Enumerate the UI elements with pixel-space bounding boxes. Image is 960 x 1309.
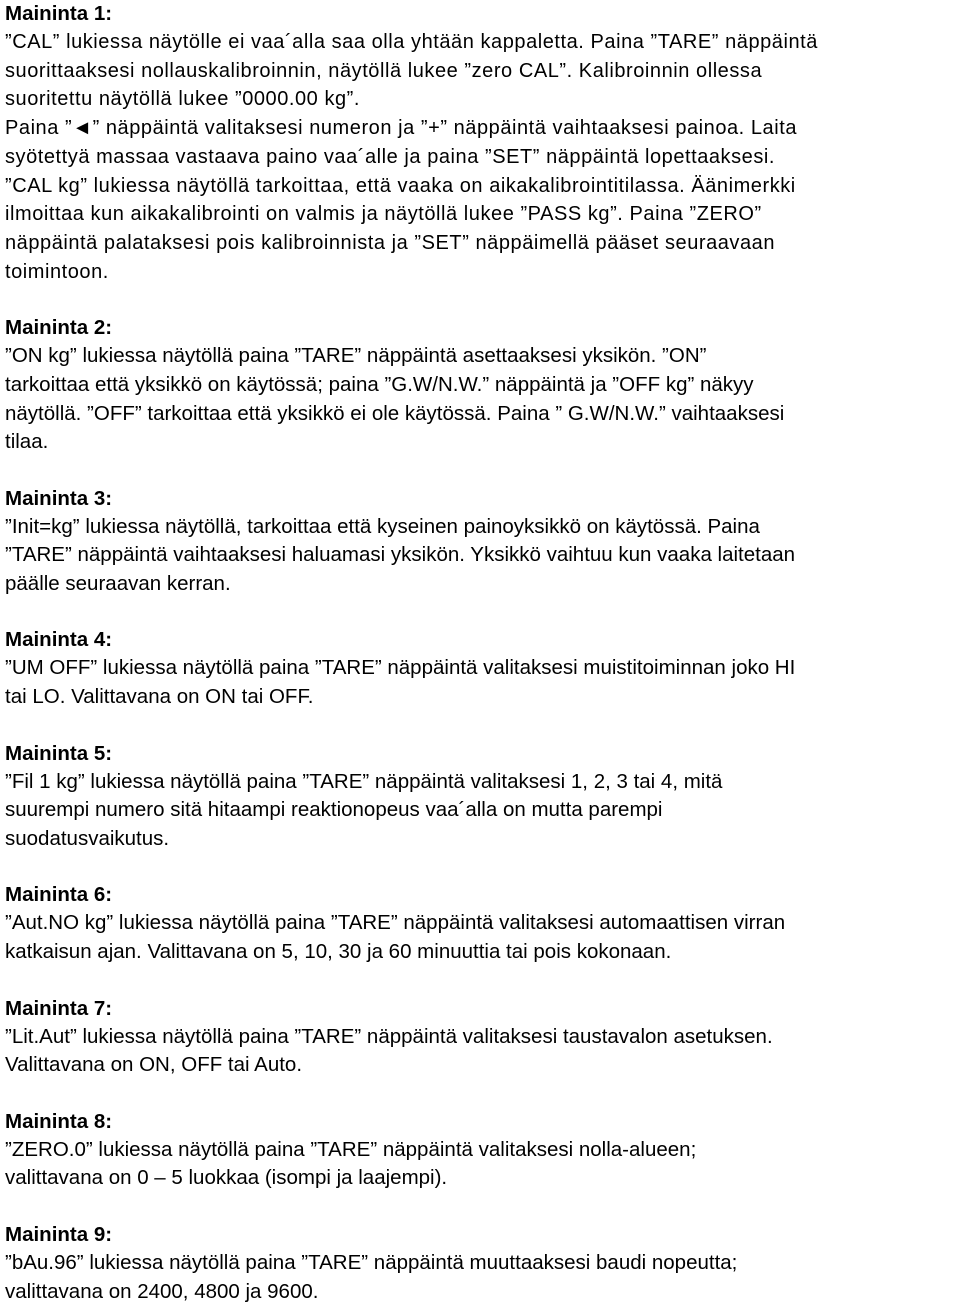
note-4 <box>5 626 960 711</box>
note-text-line: suurempi numero sitä hitaampi reaktionopeus vaa´alla on mutta parempi <box>5 798 663 822</box>
note-heading: Maininta 8: <box>5 1109 113 1133</box>
note-text-line: katkaisun ajan. Valittavana on 5, 10, 30 ja 60 minuuttia tai pois kokonaan. <box>5 940 672 964</box>
note-5 <box>5 740 960 854</box>
note-text-line: Paina ”◄” näppäintä valitaksesi numeron ja ”+” näppäintä vaihtaaksesi painoa. Laita <box>5 117 798 140</box>
note-heading: Maininta 3: <box>5 486 113 510</box>
note-2 <box>5 314 960 456</box>
note-heading: Maininta 2: <box>5 316 113 340</box>
note-text-line: päälle seuraavan kerran. <box>5 571 231 595</box>
note-text-line: ilmoittaa kun aikakalibrointi on valmis ja näytöllä lukee ”PASS kg”. Paina ”ZERO” <box>5 203 762 226</box>
note-text-line: ”Aut.NO kg” lukiessa näytöllä paina ”TARE” näppäintä valitaksesi automaattisen virran <box>5 911 786 935</box>
note-text-line: tarkoittaa että yksikkö on käytössä; paina ”G.W/N.W.” näppäintä ja ”OFF kg” näkyy <box>5 372 754 396</box>
note-text-line: ”Init=kg” lukiessa näytöllä, tarkoittaa että kyseinen painoyksikkö on käytössä. Paina <box>5 514 760 538</box>
note-heading: Maininta 4: <box>5 628 113 652</box>
note-heading: Maininta 7: <box>5 996 113 1020</box>
note-3 <box>5 485 960 599</box>
note-text-line: näppäintä palataksesi pois kalibroinnista ja ”SET” näppäimellä pääset seuraavaan <box>5 231 775 254</box>
note-8 <box>5 1108 960 1193</box>
document-page <box>5 0 960 1306</box>
note-heading: Maininta 1: <box>5 2 113 25</box>
note-heading: Maininta 6: <box>5 883 113 907</box>
note-text-line: ”CAL” lukiessa näytölle ei vaa´alla saa olla yhtään kappaletta. Paina ”TARE” näppäintä <box>5 31 818 53</box>
note-text-line: ”CAL kg” lukiessa näytöllä tarkoittaa, että vaaka on aikakalibrointitilassa. Äänimerkki <box>5 174 796 197</box>
note-text-line: ”bAu.96” lukiessa näytöllä paina ”TARE” näppäintä muuttaaksesi baudi nopeutta; <box>5 1251 738 1275</box>
note-text-line: ”TARE” näppäintä vaihtaaksesi haluamasi yksikön. Yksikkö vaihtuu kun vaaka laitetaan <box>5 543 796 567</box>
note-text-line: ”UM OFF” lukiessa näytöllä paina ”TARE” näppäintä valitaksesi muistitoiminnan joko HI <box>5 656 796 680</box>
note-text-line: ”ON kg” lukiessa näytöllä paina ”TARE” näppäintä asettaaksesi yksikön. ”ON” <box>5 344 707 368</box>
note-heading: Maininta 5: <box>5 741 113 765</box>
note-1 <box>5 0 960 286</box>
note-text-line: tilaa. <box>5 430 49 454</box>
note-text-line: ”Lit.Aut” lukiessa näytöllä paina ”TARE” näppäintä valitaksesi taustavalon asetuksen. <box>5 1024 773 1048</box>
note-text-line: suoritettu näytöllä lukee ”0000.00 kg”. <box>5 88 360 111</box>
note-heading: Maininta 9: <box>5 1223 113 1247</box>
note-text-line: suodatusvaikutus. <box>5 826 170 850</box>
note-text-line: ”Fil 1 kg” lukiessa näytöllä paina ”TARE” näppäintä valitaksesi 1, 2, 3 tai 4, mitä <box>5 769 723 793</box>
note-9 <box>5 1221 960 1306</box>
note-text-line: ”ZERO.0” lukiessa näytöllä paina ”TARE” näppäintä valitaksesi nolla-alueen; <box>5 1137 697 1161</box>
note-text-line: suorittaaksesi nollauskalibroinnin, näytöllä lukee ”zero CAL”. Kalibroinnin ollessa <box>5 59 763 82</box>
note-text-line: Valittavana on ON, OFF tai Auto. <box>5 1053 303 1077</box>
note-text-line: näytöllä. ”OFF” tarkoittaa että yksikkö ei ole käytössä. Paina ” G.W/N.W.” vaihtaaksesi <box>5 401 785 425</box>
note-text-line: valittavana on 2400, 4800 ja 9600. <box>5 1279 319 1303</box>
note-text-line: toimintoon. <box>5 260 109 283</box>
note-6 <box>5 881 960 966</box>
note-7 <box>5 995 960 1080</box>
note-text-line: tai LO. Valittavana on ON tai OFF. <box>5 685 314 709</box>
note-text-line: valittavana on 0 – 5 luokkaa (isompi ja laajempi). <box>5 1166 448 1190</box>
note-text-line: syötettyä massaa vastaava paino vaa´alle ja paina ”SET” näppäintä lopettaaksesi. <box>5 145 775 168</box>
